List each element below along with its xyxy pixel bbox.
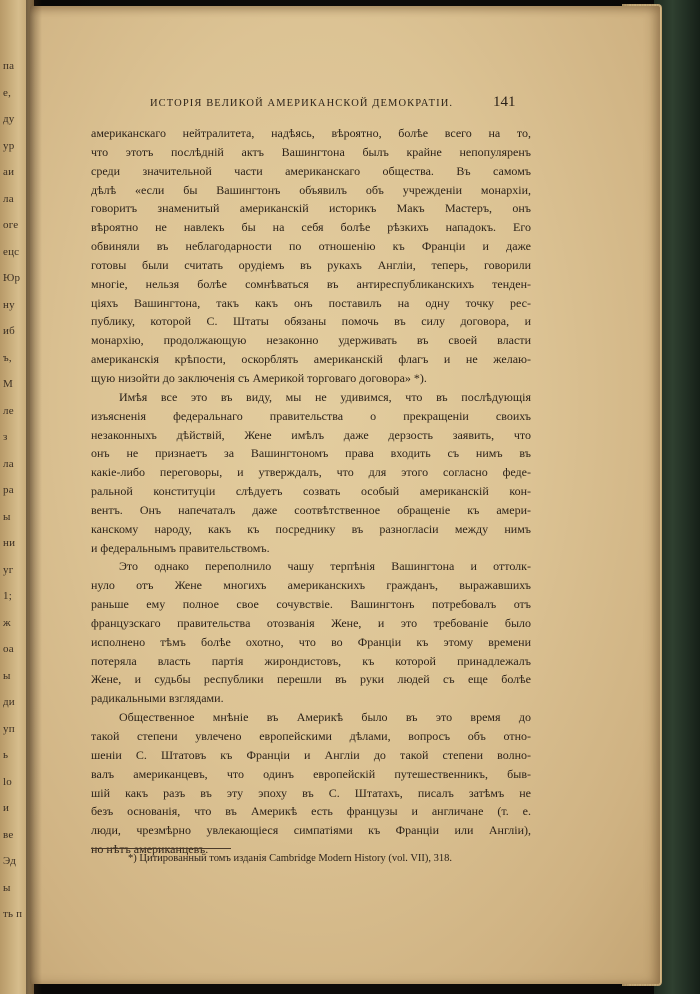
left-page-fragment: и [3,802,10,814]
text-line: потеряла власть партія жирондистовъ, къ которой принадлежалъ [91,653,531,668]
text-line: говоритъ знаменитый американскій историкъ Макъ Мастеръ, онъ [91,201,531,216]
running-header: ИСТОРІЯ ВЕЛИКОЙ АМЕРИКАНСКОЙ ДЕМОКРАТІИ. [150,98,454,109]
text-line: ціяхъ Вашингтона, такъ какъ онъ поставилъ на одну точку рес- [91,295,531,310]
text-line: такой степени увлечено европейскими дѣлами, вопросъ объ отно- [91,729,531,743]
text-line: безъ основанія, что въ Америкѣ есть французы и англичане (т. е. [91,804,531,819]
text-line: валъ американцевъ, что одинъ европейскій путешественникъ, быв- [91,766,531,781]
left-page-fragment: уг [3,563,14,576]
left-page-fragment: lo [3,775,12,788]
left-page-fragment: 1; [3,590,12,602]
text-line: монархію, продолжающую незаконно удерживать въ своей власти [91,333,531,348]
text-line: среди значительной части американскаго общества. Въ самомъ [91,163,531,178]
text-line: незаконныхъ дѣйствій, Жене имѣлъ даже дерзость заявить, что [91,427,531,442]
text-line: американскаго нейтралитета, надѣясь, вѣроятно, болѣе всего на то, [91,126,531,140]
text-line: онъ не признаетъ за Вашингтономъ права входить съ нимъ въ [91,446,531,461]
text-line: вентъ. Онъ напечаталъ даже соотвѣтственное обращеніе къ амери- [91,502,531,517]
text-line: исполнено тѣмъ болѣе охотно, что во Франціи къ этому времени [91,634,531,649]
text-line: Имѣя все это въ виду, мы не удивимся, что въ послѣдующія [119,389,531,404]
text-line: ральной конституціи слѣдуетъ созвать особый американскій кон- [91,484,531,499]
left-page-fragment: ж [3,616,11,629]
left-page-fragment: ы [3,881,11,894]
left-page-fragment: аи [3,166,15,178]
left-page-fragment: ъ, [3,351,12,364]
text-line: что этотъ послѣдній актъ Вашингтона былъ крайне непопуляренъ [91,144,531,159]
text-line: вѣроятно не навлекъ бы на себя болѣе рѣзкихъ нападокъ. Его [91,220,531,235]
left-page-fragment: па [3,60,15,72]
left-page-fragment: ду [3,113,15,125]
text-line: готовы были считать орудіемъ въ рукахъ Англіи, теперь, говорили [91,257,531,272]
text-line: обвиняли въ неблагодарности по отношенію къ Франціи и даже [91,239,531,254]
text-line: и федеральнымъ правительствомъ. [91,540,270,555]
left-page-fragment: ецс [3,245,20,258]
left-page-fragment: ы [3,510,11,523]
book-gutter-shadow [26,0,42,994]
text-line: изъясненія федеральнаго правительства о прекращеніи своихъ [91,408,531,423]
text-line: шеніи С. Штатовъ къ Франціи и Англіи до такой степени волно- [91,747,531,762]
left-page-fragment: ь [3,749,9,761]
left-page-fragment: Юр [3,272,21,284]
text-line: но нѣтъ американцевъ. [91,842,209,857]
left-page-fragment: ра [3,484,14,496]
text-line: какіе-либо переговоры, и утверждалъ, что для этого согласно феде- [91,465,531,480]
text-line: нуло отъ Жене многихъ американскихъ гражданъ, выражавшихъ [91,578,531,593]
text-line: Это однако переполнило чашу терпѣнія Вашингтона и оттолк- [119,559,531,574]
left-page-fragment: ле [3,404,14,417]
text-line: шій какъ разъ въ эту эпоху въ С. Штатахъ, писалъ затѣмъ не [91,785,531,800]
left-page-fragment: ве [3,828,14,841]
left-page-fragment: ди [3,696,15,708]
left-page-fragment: з [3,431,8,443]
left-page-fragment: ла [3,457,14,470]
left-page-fragment: Эд [3,855,16,867]
text-line: дѣлѣ «если бы Вашингтонъ объявилъ объ учрежденіи монархіи, [91,182,531,197]
text-line: радикальными взглядами. [91,691,224,706]
text-line: щую низойти до заключенія съ Америкой торговаго договора» *). [91,370,427,385]
left-page-fragment: М [3,378,13,390]
left-page-fragment: е, [3,86,12,99]
left-page-fragment: ы [3,669,11,682]
text-line: раньше ему полное свое сочувствіе. Вашингтонъ потребовалъ отъ [91,597,531,612]
left-page-fragment: уп [3,722,15,735]
text-line: американскія крѣпости, оскорблять американскій флагъ и не желаю- [91,352,531,367]
page-number: 141 [493,94,516,110]
left-page-fragment: ну [3,298,15,311]
left-page-fragment: ть п [3,908,23,920]
footnote: *) Цитированный томъ изданія Cambridge Modern History (vol. VII), 318. [128,853,453,864]
text-line: канскому народу, какъ къ посреднику въ разногласіи между нимъ [91,521,531,536]
text-line: публику, которой С. Штаты обязаны помочь въ силу договора, и [91,314,531,329]
left-page-fragment: ур [3,139,15,152]
text-line: Жене, и судьбы республики перешли въ руки людей съ еще болѣе [91,672,531,687]
text-line: французскаго правительства отозванія Жене, и это требованіе было [91,615,531,630]
left-page-fragment: ла [3,192,14,205]
text-line: люди, чрезмѣрно увлекающіеся симпатіями къ Франціи или Англіи), [91,823,531,838]
left-page-fragment: оа [3,643,14,655]
text-line: многіе, нельзя болѣе сомнѣваться въ антиреспубликанскихъ тенден- [91,276,531,291]
footnote-rule [91,848,231,849]
left-page-fragment: иб [3,325,15,337]
text-line: Общественное мнѣніе въ Америкѣ было въ это время до [119,710,531,725]
body-text [91,124,531,859]
left-page-fragment: оге [3,219,19,231]
left-page-fragment: ни [3,537,16,549]
